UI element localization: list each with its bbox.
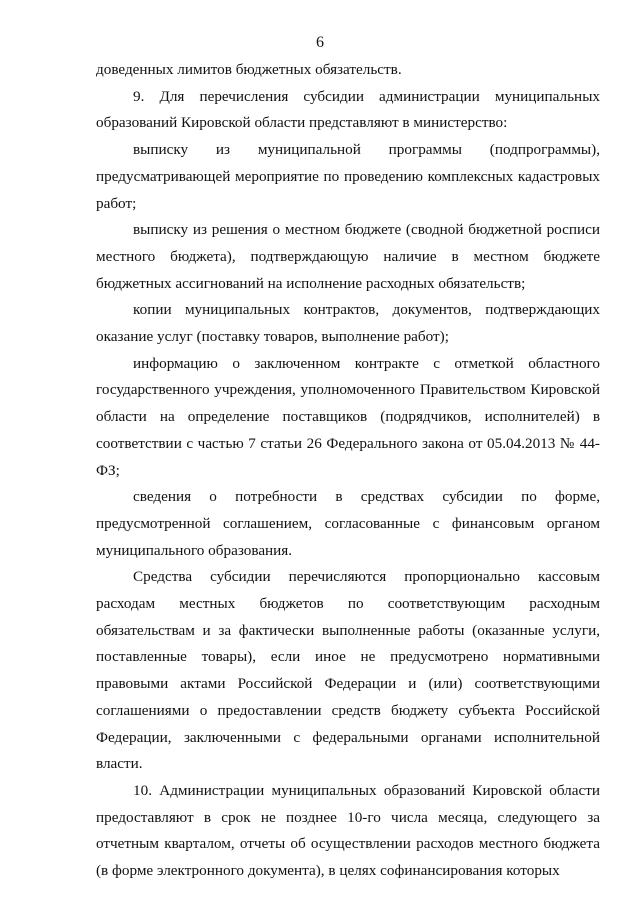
paragraph-contract-copies: копии муниципальных контрактов, документов, подтверждающих оказание услуг (поставку товаров, выполнение работ); [96, 301, 600, 346]
page-number: 6 [316, 34, 324, 51]
paragraph-program-extract: выписку из муниципальной программы (подпрограммы), предусматривающей мероприятие по проведению комплексных кадастровых работ; [96, 141, 600, 212]
paragraph-budget-extract: выписку из решения о местном бюджете (сводной бюджетной росписи местного бюджета), подтверждающую наличие в местном бюджете бюджетных ассигнований на исполнение расходных обязательств; [96, 221, 600, 292]
paragraph-continuation: доведенных лимитов бюджетных обязательств. [96, 61, 402, 78]
paragraph-subsidy-funds: Средства субсидии перечисляются пропорционально кассовым расходам местных бюджетов по соответствующим расходным обязательствам и за фактически выполненные работы (оказанные услуги, поставленные товары), если иное не предусмотрено нормативными правовыми актами Российской Федерации и (или) соответствующими соглашениями о предоставлении средств бюджету субъекта Российской Федерации, заключенными с федеральными органами исполнительной власти. [96, 568, 600, 773]
paragraph-subsidy-needs: сведения о потребности в средствах субсидии по форме, предусмотренной соглашением, согласованные с финансовым органом муниципального образования. [96, 488, 600, 559]
paragraph-item-10: 10. Администрации муниципальных образований Кировской области предоставляют в срок не позднее 10-го числа месяца, следующего за отчетным кварталом, отчеты об осуществлении расходов местного бюджета (в форме электронного документа), в целях софинансирования которых [96, 781, 600, 880]
paragraph-item-9: 9. Для перечисления субсидии администрации муниципальных образований Кировской области представляют в министерство: [96, 87, 600, 132]
paragraph-contract-info: информацию о заключенном контракте с отметкой областного государственного учреждения, уполномоченного Правительством Кировской области на определение поставщиков (подрядчиков, исполнителей) в соответствии с частью 7 статьи 26 Федерального закона от 05.04.2013 № 44-ФЗ; [96, 354, 600, 479]
document-body [96, 57, 600, 885]
